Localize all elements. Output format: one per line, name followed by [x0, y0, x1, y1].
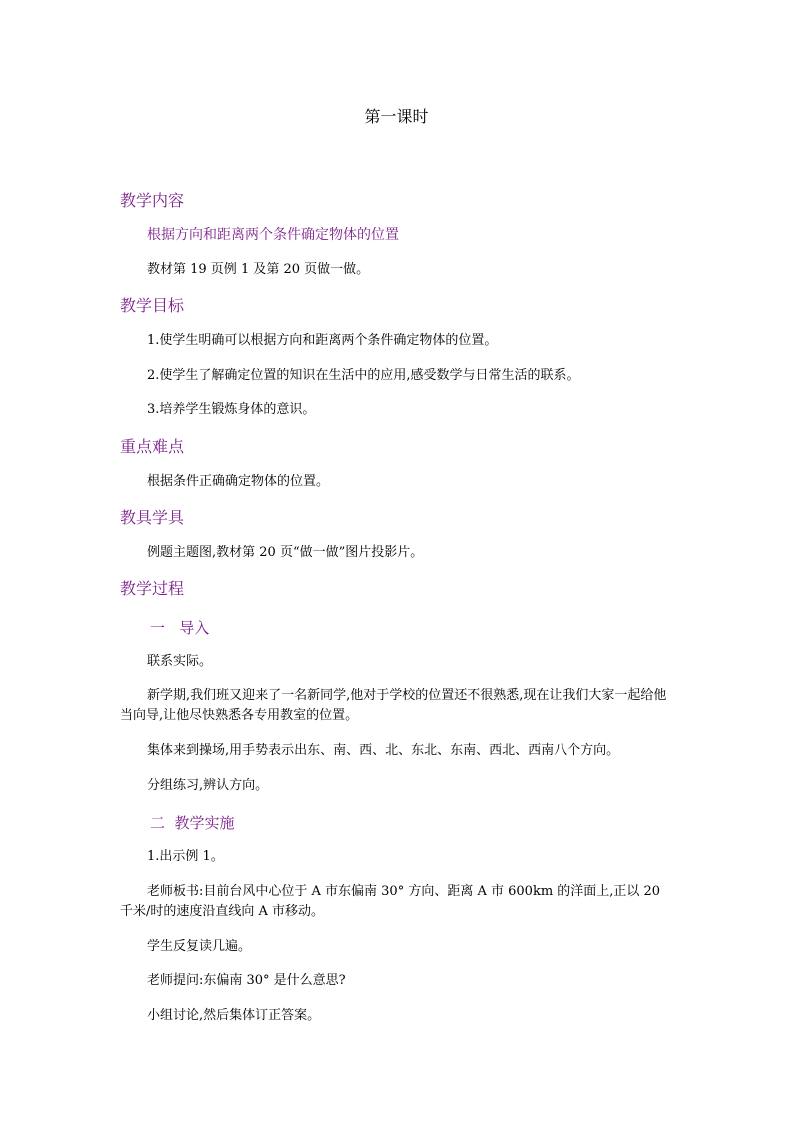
- teaching-tools-text: 例题主题图,教材第 20 页“做一做”图片投影片。: [147, 545, 424, 560]
- step-1-paragraph-4: 分组练习,辨认方向。: [147, 778, 269, 793]
- step-2-paragraph-5: 小组讨论,然后集体订正答案。: [147, 1008, 321, 1023]
- heading-teaching-content: 教学内容: [120, 191, 185, 210]
- goal-item-1: 1.使学生明确可以根据方向和距离两个条件确定物体的位置。: [147, 333, 498, 348]
- step-1-label: 一 导入: [150, 619, 210, 637]
- heading-teaching-goals: 教学目标: [120, 296, 185, 315]
- step-2-paragraph-4: 老师提问:东偏南 30° 是什么意思?: [147, 973, 346, 988]
- step-1-paragraph-2: 新学期,我们班又迎来了一名新同学,他对于学校的位置还不很熟悉,现在让我们大家一起给他当向导,让他尽快熟悉各专用教室的位置。: [120, 688, 667, 723]
- step-2-label: 二 教学实施: [150, 814, 235, 832]
- step-2-paragraph-3: 学生反复读几遍。: [147, 939, 252, 954]
- goal-item-3: 3.培养学生锻炼身体的意识。: [147, 402, 316, 417]
- content-topic: 根据方向和距离两个条件确定物体的位置: [147, 227, 399, 243]
- content-text: 教材第 19 页例 1 及第 20 页做一做。: [147, 262, 370, 277]
- heading-teaching-tools: 教具学具: [120, 508, 185, 527]
- key-points-text: 根据条件正确确定物体的位置。: [147, 474, 330, 489]
- step-2-paragraph-2: 老师板书:目前台风中心位于 A 市东偏南 30° 方向、距离 A 市 600km 的洋面上,正以 20 千米/时的速度沿直线向 A 市移动。: [120, 884, 661, 919]
- goal-item-2: 2.使学生了解确定位置的知识在生活中的应用,感受数学与日常生活的联系。: [147, 368, 580, 383]
- step-1-paragraph-3: 集体来到操场,用手势表示出东、南、西、北、东北、东南、西北、西南八个方向。: [147, 743, 620, 758]
- step-1-paragraph-1: 联系实际。: [147, 654, 213, 669]
- heading-teaching-process: 教学过程: [120, 579, 185, 598]
- heading-key-points: 重点难点: [120, 437, 185, 456]
- step-2-paragraph-1: 1.出示例 1。: [147, 849, 224, 864]
- page-title: 第一课时: [364, 107, 429, 126]
